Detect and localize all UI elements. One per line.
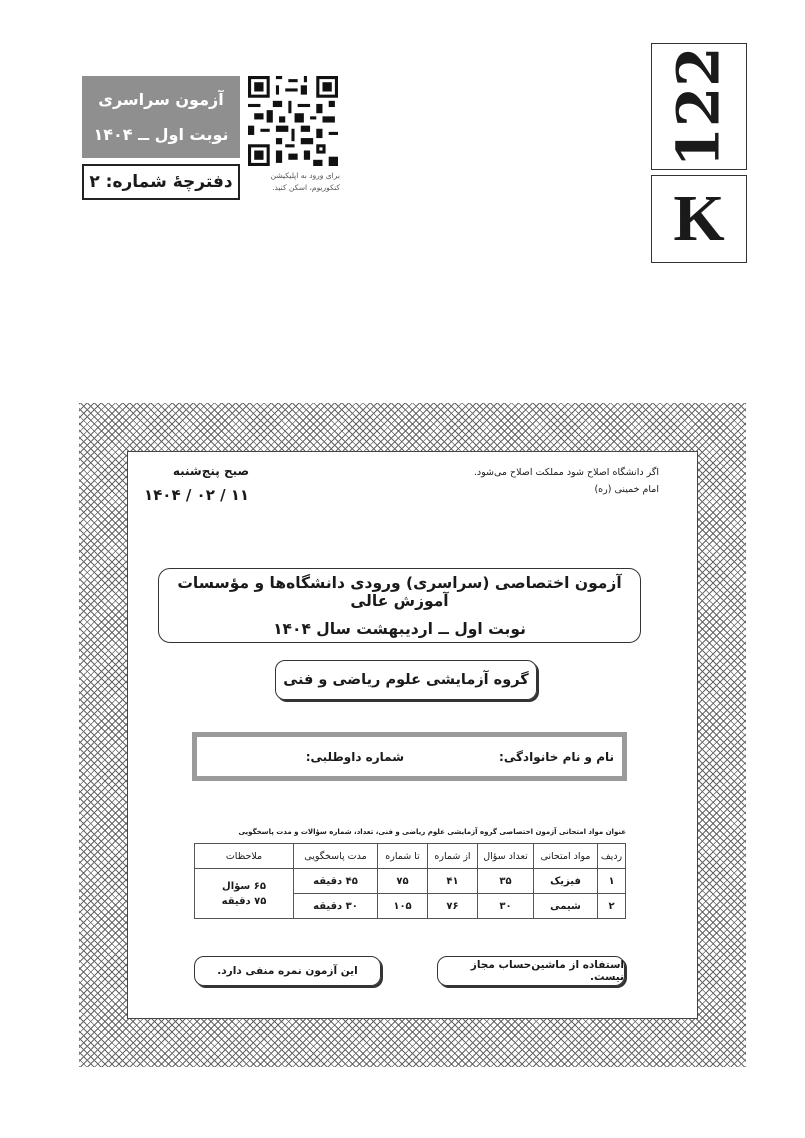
header-question-count: تعداد سؤال	[478, 844, 534, 869]
booklet-code-letter	[651, 175, 747, 263]
qr-code-icon	[248, 76, 338, 166]
table-header-row	[195, 844, 626, 869]
candidate-box	[192, 732, 627, 781]
header-subject: مواد امتحانی	[534, 844, 598, 869]
booklet-code-number-text: 122	[665, 45, 734, 168]
subject: شیمی	[534, 894, 598, 919]
header-notes: ملاحظات	[195, 844, 294, 869]
booklet-code-number	[651, 43, 747, 170]
row-number: ۲	[598, 894, 626, 919]
booklet-number: دفترچهٔ شماره: ۲	[82, 164, 240, 200]
row-number: ۱	[598, 869, 626, 894]
test-group: گروه آزمایشی علوم ریاضی و فنی	[275, 660, 537, 700]
question-count: ۳۵	[478, 869, 534, 894]
main-title	[158, 568, 641, 643]
candidate-fields	[197, 737, 622, 776]
decorative-frame	[79, 403, 746, 1067]
exam-title-box	[82, 76, 240, 158]
candidate-number-label: شماره داوطلبی:	[305, 749, 404, 764]
exam-date: ۱۴۰۴ / ۰۲ / ۱۱	[144, 486, 250, 504]
calculator-notice: استفاده از ماشین‌حساب مجاز نیست.	[437, 956, 625, 986]
quote-text: اگر دانشگاه اصلاح شود مملکت اصلاح می‌شود.	[473, 467, 659, 478]
booklet-code-letter-text: K	[673, 182, 725, 255]
exam-session	[144, 464, 249, 504]
table-caption: عنوان مواد امتحانی آزمون اختصاصی گروه آزمایشی علوم ریاضی و فنی، تعداد، شماره سؤالات و مدت پاسخگویی	[238, 828, 626, 836]
question-count: ۳۰	[478, 894, 534, 919]
header-to: تا شماره	[378, 844, 428, 869]
exam-day: صبح پنج‌شنبه	[172, 464, 250, 478]
notes-total-questions: ۶۵ سؤال	[222, 880, 266, 892]
to-number: ۷۵	[378, 869, 428, 894]
from-number: ۴۱	[428, 869, 478, 894]
quote	[474, 464, 659, 498]
to-number: ۱۰۵	[378, 894, 428, 919]
main-title-line2: نوبت اول ــ اردیبهشت سال ۱۴۰۴	[273, 619, 526, 638]
duration: ۳۰ دقیقه	[294, 894, 378, 919]
exam-round: نوبت اول ــ ۱۴۰۴	[93, 125, 229, 144]
quote-author: امام خمینی (ره)	[594, 484, 659, 495]
frame-content	[127, 451, 698, 1019]
qr-caption-line2: کنکوریوم، اسکن کنید.	[272, 183, 340, 192]
notes-total-time: ۷۵ دقیقه	[221, 895, 267, 907]
header-row-number: ردیف	[598, 844, 626, 869]
duration: ۴۵ دقیقه	[294, 869, 378, 894]
qr-caption	[248, 170, 340, 194]
notes-cell	[195, 869, 294, 919]
table-row	[195, 869, 626, 894]
exam-name: آزمون سراسری	[98, 90, 224, 109]
exam-header	[82, 76, 240, 200]
name-label: نام و نام خانوادگی:	[499, 749, 614, 764]
from-number: ۷۶	[428, 894, 478, 919]
subjects-table	[194, 843, 626, 919]
subject: فیزیک	[534, 869, 598, 894]
header-duration: مدت پاسخگویی	[294, 844, 378, 869]
negative-mark-notice: این آزمون نمره منفی دارد.	[194, 956, 381, 986]
header-from: از شماره	[428, 844, 478, 869]
main-title-line1: آزمون اختصاصی (سراسری) ورودی دانشگاه‌ها و مؤسسات آموزش عالی	[177, 573, 622, 610]
qr-caption-line1: برای ورود به اپلیکیشن	[270, 171, 340, 180]
